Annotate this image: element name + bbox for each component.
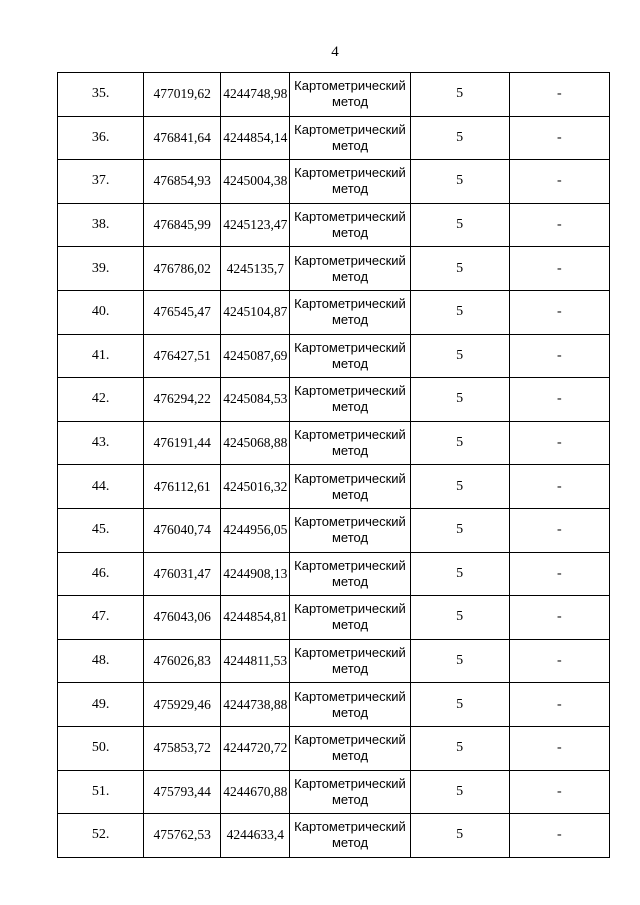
- method-line-2: метод: [331, 617, 369, 633]
- accuracy-cell: 5: [410, 552, 509, 596]
- method-line-2: метод: [331, 443, 369, 459]
- method-line-2: метод: [331, 225, 369, 241]
- method-line-2: метод: [331, 137, 369, 153]
- extra-cell: -: [509, 290, 609, 334]
- method-line-2: метод: [331, 573, 369, 589]
- method-cell: [290, 465, 410, 509]
- method-cell: [290, 203, 410, 247]
- method-line-1: Картометрический: [294, 645, 406, 661]
- x-coordinate-cell: 476031,47: [144, 552, 221, 596]
- x-coordinate-cell: 476026,83: [144, 639, 221, 683]
- accuracy-cell: 5: [410, 203, 509, 247]
- x-coordinate-cell: 476040,74: [144, 508, 221, 552]
- method-cell: [290, 639, 410, 683]
- x-coordinate-cell: 476043,06: [144, 596, 221, 640]
- x-coordinate-cell: 477019,62: [144, 73, 221, 117]
- method-cell: [290, 770, 410, 814]
- extra-cell: -: [509, 552, 609, 596]
- point-number-cell: 41.: [58, 334, 144, 378]
- accuracy-cell: 5: [410, 814, 509, 858]
- method-cell: [290, 378, 410, 422]
- accuracy-cell: 5: [410, 683, 509, 727]
- table-row: [58, 726, 610, 770]
- method-line-2: метод: [331, 399, 369, 415]
- y-coordinate-cell: 4244854,14: [221, 116, 290, 160]
- x-coordinate-cell: 476294,22: [144, 378, 221, 422]
- point-number-cell: 44.: [58, 465, 144, 509]
- method-line-1: Картометрический: [294, 819, 406, 835]
- accuracy-cell: 5: [410, 596, 509, 640]
- table-row: [58, 290, 610, 334]
- method-cell: [290, 726, 410, 770]
- table-row: [58, 334, 610, 378]
- extra-cell: -: [509, 596, 609, 640]
- method-cell: [290, 814, 410, 858]
- accuracy-cell: 5: [410, 334, 509, 378]
- x-coordinate-cell: 476545,47: [144, 290, 221, 334]
- method-line-2: метод: [331, 94, 369, 110]
- method-line-1: Картометрический: [294, 427, 406, 443]
- accuracy-cell: 5: [410, 639, 509, 683]
- table-row: [58, 508, 610, 552]
- method-line-2: метод: [331, 661, 369, 677]
- x-coordinate-cell: 476841,64: [144, 116, 221, 160]
- extra-cell: -: [509, 378, 609, 422]
- accuracy-cell: 5: [410, 508, 509, 552]
- table-row: [58, 465, 610, 509]
- y-coordinate-cell: 4245123,47: [221, 203, 290, 247]
- table-row: [58, 116, 610, 160]
- extra-cell: -: [509, 508, 609, 552]
- method-cell: [290, 334, 410, 378]
- accuracy-cell: 5: [410, 73, 509, 117]
- accuracy-cell: 5: [410, 290, 509, 334]
- point-number-cell: 37.: [58, 160, 144, 204]
- accuracy-cell: 5: [410, 770, 509, 814]
- method-line-2: метод: [331, 530, 369, 546]
- x-coordinate-cell: 476191,44: [144, 421, 221, 465]
- point-number-cell: 35.: [58, 73, 144, 117]
- method-line-2: метод: [331, 704, 369, 720]
- extra-cell: -: [509, 247, 609, 291]
- method-cell: [290, 73, 410, 117]
- y-coordinate-cell: 4245084,53: [221, 378, 290, 422]
- method-line-1: Картометрический: [294, 209, 406, 225]
- extra-cell: -: [509, 726, 609, 770]
- y-coordinate-cell: 4244720,72: [221, 726, 290, 770]
- method-line-1: Картометрический: [294, 557, 406, 573]
- y-coordinate-cell: 4244956,05: [221, 508, 290, 552]
- method-line-1: Картометрический: [294, 78, 406, 94]
- table-row: [58, 639, 610, 683]
- method-line-1: Картометрический: [294, 165, 406, 181]
- y-coordinate-cell: 4245087,69: [221, 334, 290, 378]
- x-coordinate-cell: 476854,93: [144, 160, 221, 204]
- extra-cell: -: [509, 334, 609, 378]
- x-coordinate-cell: 476427,51: [144, 334, 221, 378]
- method-line-1: Картометрический: [294, 514, 406, 530]
- method-cell: [290, 116, 410, 160]
- method-line-1: Картометрический: [294, 339, 406, 355]
- coordinates-table: [57, 72, 610, 858]
- table-row: [58, 770, 610, 814]
- table-row: [58, 73, 610, 117]
- method-line-1: Картометрический: [294, 688, 406, 704]
- extra-cell: -: [509, 465, 609, 509]
- table-row: [58, 247, 610, 291]
- extra-cell: -: [509, 73, 609, 117]
- method-cell: [290, 683, 410, 727]
- table-row: [58, 596, 610, 640]
- table-row: [58, 421, 610, 465]
- extra-cell: -: [509, 160, 609, 204]
- method-line-2: метод: [331, 268, 369, 284]
- point-number-cell: 46.: [58, 552, 144, 596]
- accuracy-cell: 5: [410, 726, 509, 770]
- method-cell: [290, 160, 410, 204]
- accuracy-cell: 5: [410, 116, 509, 160]
- x-coordinate-cell: 475853,72: [144, 726, 221, 770]
- extra-cell: -: [509, 116, 609, 160]
- method-line-1: Картометрический: [294, 296, 406, 312]
- extra-cell: -: [509, 203, 609, 247]
- point-number-cell: 38.: [58, 203, 144, 247]
- method-line-2: метод: [331, 835, 369, 851]
- method-cell: [290, 596, 410, 640]
- x-coordinate-cell: 475762,53: [144, 814, 221, 858]
- y-coordinate-cell: 4245135,7: [221, 247, 290, 291]
- x-coordinate-cell: 475793,44: [144, 770, 221, 814]
- x-coordinate-cell: 476845,99: [144, 203, 221, 247]
- extra-cell: -: [509, 639, 609, 683]
- method-line-1: Картометрический: [294, 601, 406, 617]
- x-coordinate-cell: 475929,46: [144, 683, 221, 727]
- y-coordinate-cell: 4244811,53: [221, 639, 290, 683]
- table-row: [58, 378, 610, 422]
- y-coordinate-cell: 4245068,88: [221, 421, 290, 465]
- point-number-cell: 43.: [58, 421, 144, 465]
- y-coordinate-cell: 4245104,87: [221, 290, 290, 334]
- method-line-2: метод: [331, 748, 369, 764]
- method-line-1: Картометрический: [294, 383, 406, 399]
- point-number-cell: 36.: [58, 116, 144, 160]
- point-number-cell: 51.: [58, 770, 144, 814]
- point-number-cell: 52.: [58, 814, 144, 858]
- y-coordinate-cell: 4244748,98: [221, 73, 290, 117]
- method-line-1: Картометрический: [294, 470, 406, 486]
- method-line-2: метод: [331, 355, 369, 371]
- x-coordinate-cell: 476112,61: [144, 465, 221, 509]
- table-row: [58, 160, 610, 204]
- method-line-1: Картометрический: [294, 775, 406, 791]
- point-number-cell: 47.: [58, 596, 144, 640]
- point-number-cell: 42.: [58, 378, 144, 422]
- method-line-2: метод: [331, 486, 369, 502]
- method-cell: [290, 552, 410, 596]
- page-number: 4: [331, 44, 339, 60]
- y-coordinate-cell: 4244738,88: [221, 683, 290, 727]
- extra-cell: -: [509, 770, 609, 814]
- table-row: [58, 203, 610, 247]
- extra-cell: -: [509, 814, 609, 858]
- method-line-2: метод: [331, 312, 369, 328]
- x-coordinate-cell: 476786,02: [144, 247, 221, 291]
- y-coordinate-cell: 4245004,38: [221, 160, 290, 204]
- method-cell: [290, 421, 410, 465]
- point-number-cell: 40.: [58, 290, 144, 334]
- extra-cell: -: [509, 421, 609, 465]
- y-coordinate-cell: 4244633,4: [221, 814, 290, 858]
- method-line-2: метод: [331, 181, 369, 197]
- accuracy-cell: 5: [410, 247, 509, 291]
- y-coordinate-cell: 4244670,88: [221, 770, 290, 814]
- method-line-1: Картометрический: [294, 121, 406, 137]
- point-number-cell: 49.: [58, 683, 144, 727]
- accuracy-cell: 5: [410, 465, 509, 509]
- point-number-cell: 39.: [58, 247, 144, 291]
- table-row: [58, 552, 610, 596]
- method-cell: [290, 247, 410, 291]
- extra-cell: -: [509, 683, 609, 727]
- table-body: [58, 73, 610, 858]
- table-row: [58, 683, 610, 727]
- point-number-cell: 48.: [58, 639, 144, 683]
- method-line-2: метод: [331, 791, 369, 807]
- accuracy-cell: 5: [410, 160, 509, 204]
- point-number-cell: 50.: [58, 726, 144, 770]
- method-line-1: Картометрический: [294, 252, 406, 268]
- y-coordinate-cell: 4245016,32: [221, 465, 290, 509]
- table-row: [58, 814, 610, 858]
- method-line-1: Картометрический: [294, 732, 406, 748]
- accuracy-cell: 5: [410, 421, 509, 465]
- y-coordinate-cell: 4244908,13: [221, 552, 290, 596]
- accuracy-cell: 5: [410, 378, 509, 422]
- method-cell: [290, 290, 410, 334]
- method-cell: [290, 508, 410, 552]
- point-number-cell: 45.: [58, 508, 144, 552]
- y-coordinate-cell: 4244854,81: [221, 596, 290, 640]
